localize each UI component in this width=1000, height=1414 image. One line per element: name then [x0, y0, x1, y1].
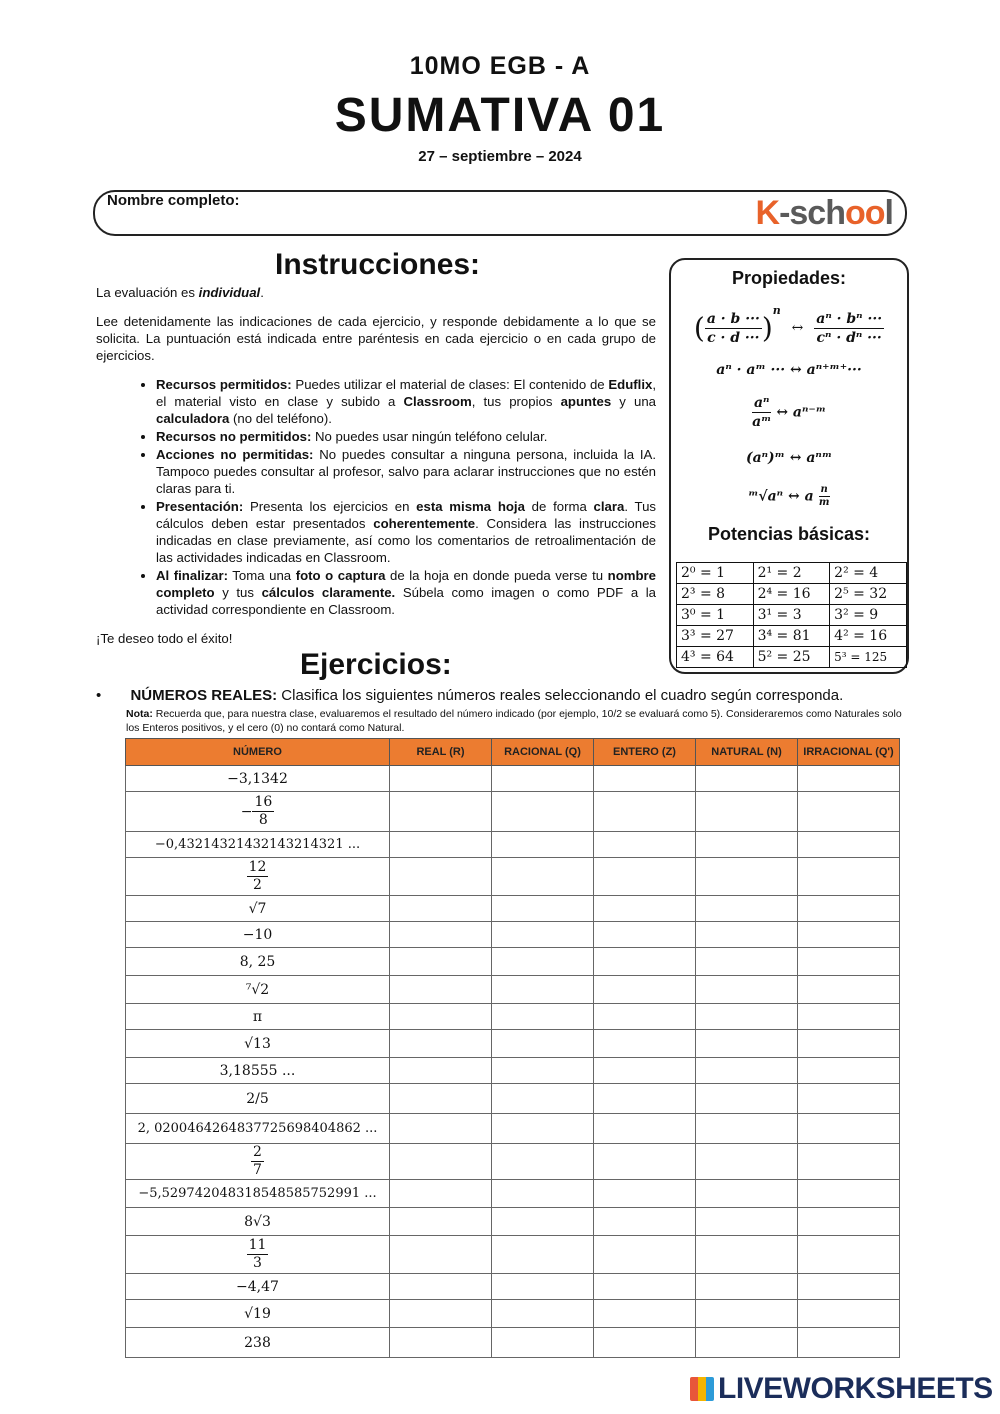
list-item: • Al finalizar: Toma una foto o captura de la hoja en donde pueda verse tu nombre completo y tus cálculos claramente. Súbela como imagen o como PDF a la actividad correspondiente en Classroom.: [156, 567, 656, 618]
powers-row: [677, 626, 907, 647]
power-cell: 3⁴ = 81: [753, 626, 830, 647]
list-item: • Presentación: Presenta los ejercicios en esta misma hoja de forma clara. Tus cálculos deben estar presentados coherentemente. Considera las instrucciones indicadas en clase previamente, así como los comentarios de retroalimentación de las actividades indicadas en Classroom.: [156, 498, 656, 566]
classification-checkbox-cell[interactable]: [594, 832, 696, 858]
classification-checkbox-cell[interactable]: [798, 1208, 900, 1236]
list-item: • Acciones no permitidas: No puedes consultar a ninguna persona, incluida la IA. Tampoco puedes consultar al profesor, salvo para aclarar instrucciones que no estén claras para ti.: [156, 446, 656, 497]
table-row: [126, 1144, 900, 1180]
classification-checkbox-cell[interactable]: [390, 948, 492, 976]
number-cell: [126, 858, 390, 896]
classification-checkbox-cell[interactable]: [390, 766, 492, 792]
table-row: [126, 1114, 900, 1144]
power-cell: 5³ = 125: [830, 647, 907, 668]
classification-checkbox-cell[interactable]: [390, 792, 492, 832]
classification-checkbox-cell[interactable]: [594, 1208, 696, 1236]
page-title: SUMATIVA 01: [334, 89, 666, 142]
power-cell: 2⁵ = 32: [830, 584, 907, 605]
classification-checkbox-cell[interactable]: [696, 1208, 798, 1236]
classification-checkbox-cell[interactable]: [390, 832, 492, 858]
liveworksheets-icon: [690, 1377, 714, 1401]
classification-checkbox-cell[interactable]: [390, 1300, 492, 1328]
classification-checkbox-cell[interactable]: [696, 1030, 798, 1058]
classification-checkbox-cell[interactable]: [492, 1084, 594, 1114]
number-cell: 8√3: [126, 1208, 390, 1236]
classification-checkbox-cell[interactable]: [594, 1004, 696, 1030]
classification-checkbox-cell[interactable]: [696, 792, 798, 832]
classification-checkbox-cell[interactable]: [798, 1274, 900, 1300]
classification-checkbox-cell[interactable]: [492, 1030, 594, 1058]
classification-checkbox-cell[interactable]: [798, 1004, 900, 1030]
classification-checkbox-cell[interactable]: [696, 832, 798, 858]
classification-checkbox-cell[interactable]: [492, 922, 594, 948]
number-cell: [126, 1144, 390, 1180]
classification-checkbox-cell[interactable]: [492, 948, 594, 976]
fraction: [251, 1144, 264, 1179]
classification-checkbox-cell[interactable]: [492, 858, 594, 896]
powers-row: [677, 584, 907, 605]
classification-checkbox-cell[interactable]: [696, 896, 798, 922]
number-cell: −5,5297420483185485857529​91 ...: [126, 1180, 390, 1208]
powers-row: [677, 647, 907, 668]
table-row: [126, 896, 900, 922]
table-row: [126, 858, 900, 896]
classification-checkbox-cell[interactable]: [390, 1236, 492, 1274]
classification-checkbox-cell[interactable]: [390, 1084, 492, 1114]
classification-checkbox-cell[interactable]: [594, 792, 696, 832]
table-row: [126, 832, 900, 858]
power-cell: 3¹ = 3: [753, 605, 830, 626]
number-cell: −0,43214321432143214321 ...: [126, 832, 390, 858]
power-cell: 2³ = 8: [677, 584, 754, 605]
classification-checkbox-cell[interactable]: [594, 1236, 696, 1274]
classification-checkbox-cell[interactable]: [696, 1274, 798, 1300]
classification-checkbox-cell[interactable]: [696, 766, 798, 792]
classification-checkbox-cell[interactable]: [492, 1236, 594, 1274]
number-cell: −4,47: [126, 1274, 390, 1300]
table-row: [126, 1180, 900, 1208]
powers-table: [676, 562, 907, 668]
denominator: 2: [253, 877, 262, 893]
fraction: [247, 1237, 269, 1272]
table-row: [126, 1208, 900, 1236]
kschool-logo: K-school: [755, 194, 893, 232]
classification-checkbox-cell[interactable]: [390, 1328, 492, 1358]
table-row: [126, 1030, 900, 1058]
numerator: 12: [248, 859, 267, 875]
power-cell: 2⁰ = 1: [677, 563, 754, 584]
classification-checkbox-cell[interactable]: [696, 1058, 798, 1084]
column-header: ENTERO (Z): [594, 739, 696, 766]
classification-checkbox-cell[interactable]: [696, 1328, 798, 1358]
classification-checkbox-cell[interactable]: [390, 1114, 492, 1144]
exercises-heading: Ejercicios:: [300, 648, 452, 681]
classification-table: [125, 738, 900, 1358]
properties-heading: Propiedades:: [731, 268, 847, 288]
classification-checkbox-cell[interactable]: [594, 1144, 696, 1180]
numerator: 16: [254, 794, 273, 810]
classification-checkbox-cell[interactable]: [798, 896, 900, 922]
classification-checkbox-cell[interactable]: [492, 1058, 594, 1084]
classification-checkbox-cell[interactable]: [492, 1208, 594, 1236]
classification-checkbox-cell[interactable]: [696, 922, 798, 948]
power-cell: 2⁴ = 16: [753, 584, 830, 605]
table-row: [126, 1004, 900, 1030]
liveworksheets-logo: LIVEWORKSHEETS: [690, 1372, 993, 1406]
property-quotient-power: ( $\frac{a \cdot b \cdot\cdot\cdot}{c \cdot d \cdot\cdot\cdot}$ )$^n$ ↔ $\frac{\text{aⁿ · bⁿ ···}}{\text{cⁿ · dⁿ ···}}$: [693, 304, 883, 346]
classification-checkbox-cell[interactable]: [492, 1144, 594, 1180]
numerator: 11: [248, 1237, 267, 1253]
classification-checkbox-cell[interactable]: [696, 1300, 798, 1328]
classification-checkbox-cell[interactable]: [492, 1300, 594, 1328]
classification-checkbox-cell[interactable]: [390, 896, 492, 922]
column-header: IRRACIONAL (Q'): [798, 739, 900, 766]
powers-row: [677, 605, 907, 626]
classification-checkbox-cell[interactable]: [798, 1084, 900, 1114]
properties-box: [669, 258, 909, 674]
table-row: [126, 948, 900, 976]
classification-checkbox-cell[interactable]: [696, 1084, 798, 1114]
classification-checkbox-cell[interactable]: [390, 1058, 492, 1084]
classification-checkbox-cell[interactable]: [492, 1114, 594, 1144]
numerator: 2: [253, 1144, 262, 1160]
classification-checkbox-cell[interactable]: [594, 1058, 696, 1084]
property-power-of-power: (aⁿ)ᵐ ↔ aⁿᵐ: [745, 450, 833, 466]
classification-checkbox-cell[interactable]: [594, 896, 696, 922]
classification-checkbox-cell[interactable]: [492, 1180, 594, 1208]
classification-checkbox-cell[interactable]: [492, 1328, 594, 1358]
column-header: NATURAL (N): [696, 739, 798, 766]
classification-checkbox-cell[interactable]: [390, 1004, 492, 1030]
denominator: 3: [253, 1255, 262, 1271]
classification-checkbox-cell[interactable]: [798, 1114, 900, 1144]
classification-checkbox-cell[interactable]: [390, 1208, 492, 1236]
classification-checkbox-cell[interactable]: [696, 948, 798, 976]
classification-checkbox-cell[interactable]: [594, 1180, 696, 1208]
instructions-heading: Instrucciones:: [275, 248, 481, 281]
property-product: aⁿ · aᵐ ··· ↔ aⁿ⁺ᵐ⁺···: [716, 362, 862, 378]
classification-checkbox-cell[interactable]: [390, 1030, 492, 1058]
number-cell: 3,18555 ...: [126, 1058, 390, 1084]
classification-checkbox-cell[interactable]: [594, 922, 696, 948]
sign: −: [240, 803, 253, 820]
column-header: NÚMERO: [126, 739, 390, 766]
classification-checkbox-cell[interactable]: [798, 922, 900, 948]
classification-checkbox-cell[interactable]: [594, 858, 696, 896]
number-cell: 238: [126, 1328, 390, 1358]
classification-checkbox-cell[interactable]: [492, 1004, 594, 1030]
classification-checkbox-cell[interactable]: [696, 1114, 798, 1144]
classification-checkbox-cell[interactable]: [696, 1004, 798, 1030]
classification-checkbox-cell[interactable]: [492, 976, 594, 1004]
classification-checkbox-cell[interactable]: [594, 1274, 696, 1300]
powers-heading: Potencias básicas:: [707, 524, 871, 544]
classification-checkbox-cell[interactable]: [798, 1300, 900, 1328]
classification-checkbox-cell[interactable]: [798, 976, 900, 1004]
number-cell: √7: [126, 896, 390, 922]
table-row: [126, 1058, 900, 1084]
column-header: REAL (R): [390, 739, 492, 766]
list-item: • Recursos permitidos: Puedes utilizar el material de clases: El contenido de Eduflix, el material visto en clase y subido a Classroom, tus propios apuntes y una calculadora (no del teléfono).: [156, 376, 656, 427]
classification-checkbox-cell[interactable]: [492, 832, 594, 858]
classification-checkbox-cell[interactable]: [390, 922, 492, 948]
property-root: ᵐ√aⁿ ↔ a $\frac{n}{m}$: [748, 484, 830, 508]
table-row: [126, 792, 900, 832]
classification-checkbox-cell[interactable]: [696, 1180, 798, 1208]
name-field[interactable]: [93, 190, 907, 236]
name-label: Nombre completo:: [107, 192, 240, 209]
number-cell: ⁷√2: [126, 976, 390, 1004]
instructions-p1: La evaluación es individual.: [96, 285, 264, 300]
classification-checkbox-cell[interactable]: [798, 1236, 900, 1274]
classification-checkbox-cell[interactable]: [492, 896, 594, 922]
table-row: [126, 1274, 900, 1300]
classification-checkbox-cell[interactable]: [798, 832, 900, 858]
power-cell: 3² = 9: [830, 605, 907, 626]
exam-date: 27 – septiembre – 2024: [418, 148, 582, 165]
classification-checkbox-cell[interactable]: [594, 976, 696, 1004]
number-cell: 2/5: [126, 1084, 390, 1114]
table-row: [126, 1328, 900, 1358]
classification-checkbox-cell[interactable]: [798, 792, 900, 832]
exercise-instruction: • NÚMEROS REALES: Clasifica los siguientes números reales seleccionando el cuadro según corresponda.: [96, 687, 844, 704]
powers-row: [677, 563, 907, 584]
fraction: [247, 859, 269, 894]
power-cell: 3³ = 27: [677, 626, 754, 647]
exercise-note: Nota: Recuerda que, para nuestra clase, evaluaremos el resultado del número indicado (por ejemplo, 10/2 se evaluará como 5). Consideraremos como Naturales solo los Enteros positivos, y el cero (0) no contará como Natural.: [126, 708, 902, 734]
classification-checkbox-cell[interactable]: [798, 1144, 900, 1180]
instructions-list: [96, 376, 656, 618]
table-row: [126, 922, 900, 948]
table-row: [126, 766, 900, 792]
number-cell: 8, 25: [126, 948, 390, 976]
classification-checkbox-cell[interactable]: [798, 858, 900, 896]
classification-checkbox-cell[interactable]: [594, 1084, 696, 1114]
classification-checkbox-cell[interactable]: [594, 1030, 696, 1058]
classification-checkbox-cell[interactable]: [696, 1236, 798, 1274]
classification-checkbox-cell[interactable]: [798, 1328, 900, 1358]
power-cell: 2¹ = 2: [753, 563, 830, 584]
table-row: [126, 1236, 900, 1274]
number-cell: [126, 792, 390, 832]
power-cell: 4² = 16: [830, 626, 907, 647]
classification-checkbox-cell[interactable]: [492, 766, 594, 792]
classification-checkbox-cell[interactable]: [390, 1274, 492, 1300]
classification-checkbox-cell[interactable]: [696, 976, 798, 1004]
grade-label: 10MO EGB - A: [409, 52, 591, 80]
classification-checkbox-cell[interactable]: [594, 766, 696, 792]
property-quotient: $\frac{\text{aⁿ}}{\text{aᵐ}}$ ↔ aⁿ⁻ᵐ: [752, 395, 827, 430]
fraction: [252, 794, 274, 829]
classification-checkbox-cell[interactable]: [390, 858, 492, 896]
classification-checkbox-cell[interactable]: [696, 858, 798, 896]
classification-checkbox-cell[interactable]: [696, 1144, 798, 1180]
instructions-body: [96, 284, 656, 659]
classification-checkbox-cell[interactable]: [594, 948, 696, 976]
classification-checkbox-cell[interactable]: [798, 1058, 900, 1084]
table-row: [126, 1300, 900, 1328]
classification-checkbox-cell[interactable]: [390, 1180, 492, 1208]
number-cell: π: [126, 1004, 390, 1030]
number-cell: √19: [126, 1300, 390, 1328]
number-cell: √13: [126, 1030, 390, 1058]
table-row: [126, 976, 900, 1004]
number-cell: 2, 02004642648377256984048​62 ...: [126, 1114, 390, 1144]
classification-checkbox-cell[interactable]: [798, 766, 900, 792]
number-cell: −3,1342: [126, 766, 390, 792]
instructions-p2: Lee detenidamente las indicaciones de cada ejercicio, y responde debidamente a lo que se solicita. La puntuación está indicada entre paréntesis en cada ejercicio o en cada grupo de ejercicios.: [96, 314, 656, 363]
number-cell: −10: [126, 922, 390, 948]
number-cell: [126, 1236, 390, 1274]
power-cell: 3⁰ = 1: [677, 605, 754, 626]
classification-checkbox-cell[interactable]: [594, 1114, 696, 1144]
classification-checkbox-cell[interactable]: [798, 948, 900, 976]
classification-checkbox-cell[interactable]: [798, 1030, 900, 1058]
closing-text: ¡Te deseo todo el éxito!: [96, 631, 233, 646]
classification-checkbox-cell[interactable]: [798, 1180, 900, 1208]
list-item: • Recursos no permitidos: No puedes usar ningún teléfono celular.: [156, 428, 656, 445]
denominator: 7: [253, 1162, 262, 1178]
column-header: RACIONAL (Q): [492, 739, 594, 766]
classification-checkbox-cell[interactable]: [594, 1300, 696, 1328]
power-cell: 4³ = 64: [677, 647, 754, 668]
denominator: 8: [258, 812, 268, 828]
power-cell: 5² = 25: [753, 647, 830, 668]
classification-checkbox-cell[interactable]: [594, 1328, 696, 1358]
power-cell: 2² = 4: [830, 563, 907, 584]
classification-checkbox-cell[interactable]: [390, 1144, 492, 1180]
classification-checkbox-cell[interactable]: [492, 792, 594, 832]
classification-checkbox-cell[interactable]: [492, 1274, 594, 1300]
table-row: [126, 1084, 900, 1114]
classification-checkbox-cell[interactable]: [390, 976, 492, 1004]
